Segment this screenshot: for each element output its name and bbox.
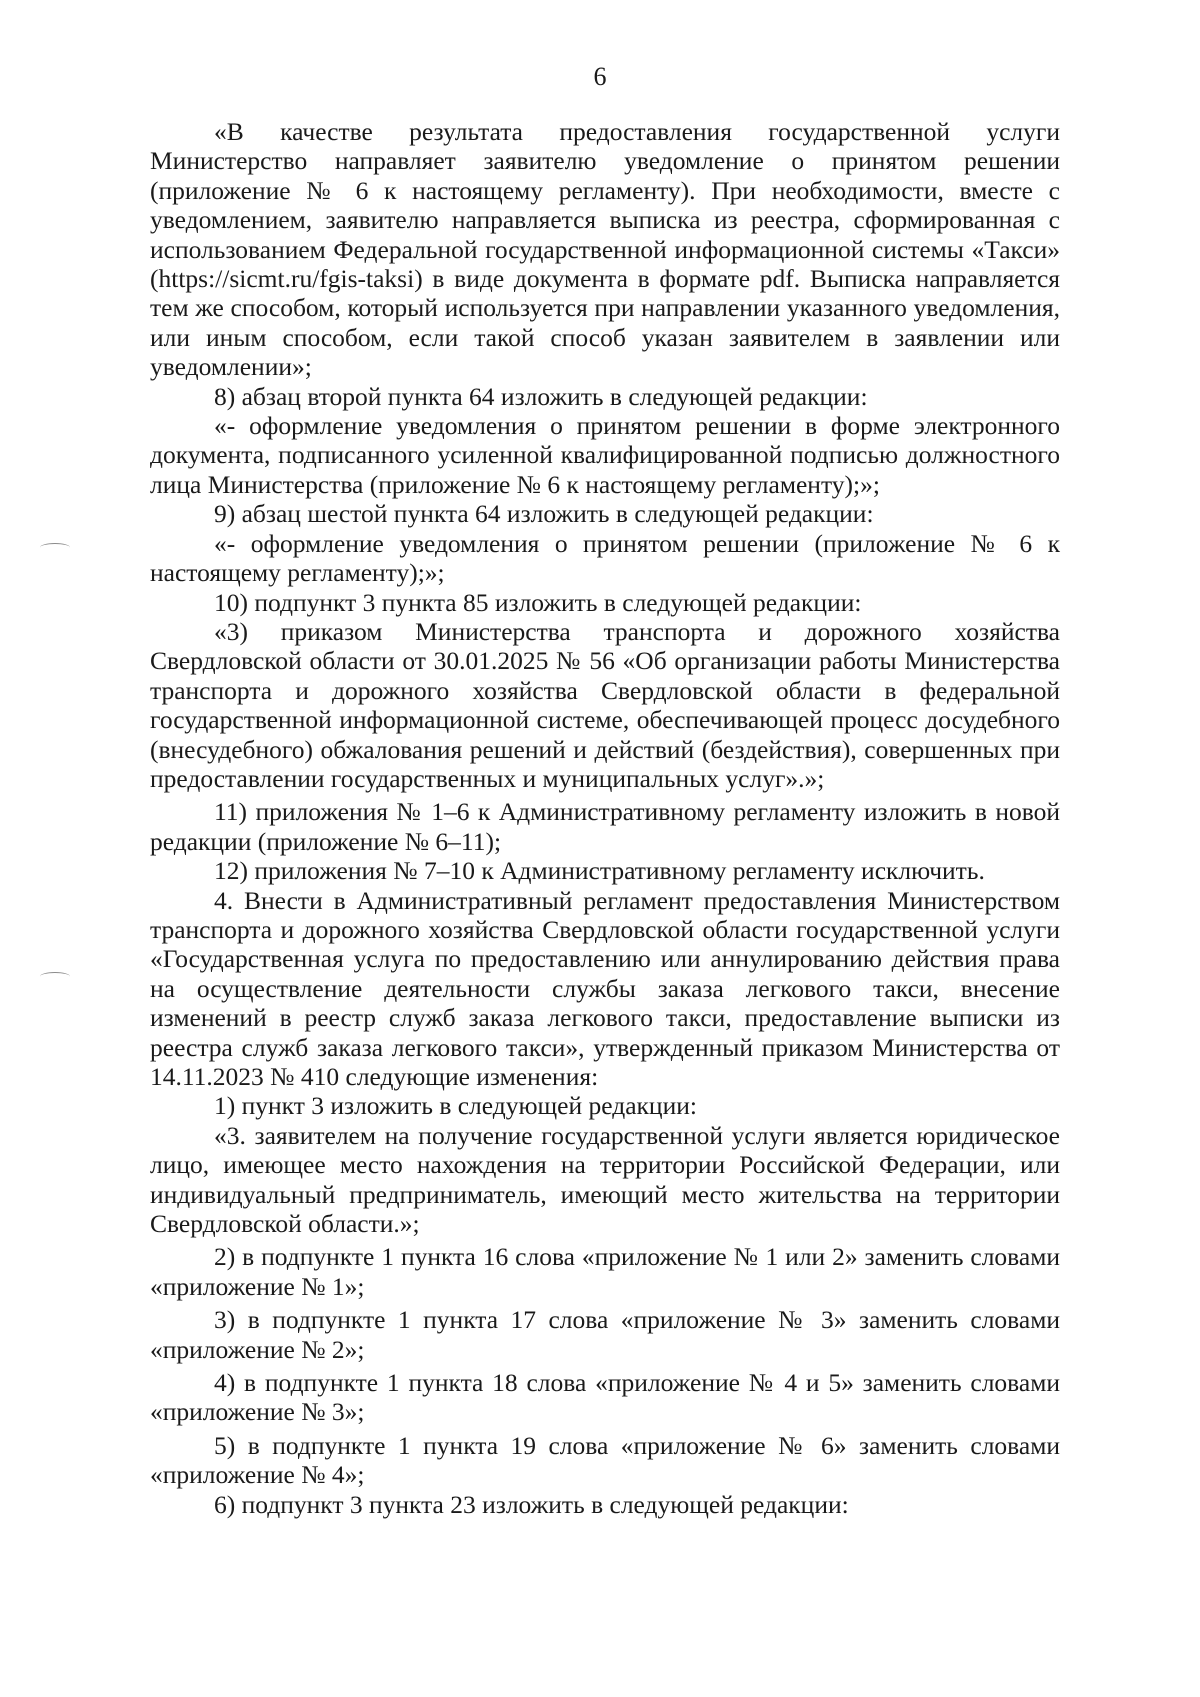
paragraph-item-12: 12) приложения № 7–10 к Административному регламенту исключить.: [214, 856, 985, 886]
paragraph-section-4: 4. Внести в Административный регламент предоставления Министерством транспорта и дорожного хозяйства Свердловской области государственной услуги «Государственная услуга по предоставлению или аннулированию действия права на осуществление деятельности службы заказа легкового такси, внесение изменений в реестр служб заказа легкового такси, предоставление выписки из реестра служб заказа легкового такси», утвержденный приказом Министерства от 14.11.2023 № 410 следующие изменения:: [150, 885, 1060, 1091]
paragraph-sub-2: 2) в подпункте 1 пункта 16 слова «приложение № 1 или 2» заменить словами «приложение № 1»;: [150, 1242, 1060, 1301]
paragraph-item-8-text: «- оформление уведомления о принятом решении в форме электронного документа, подписанного усиленной квалифицированной подписью должностного лица Министерства (приложение № 6 к настоящему регламенту);»;: [150, 411, 1060, 499]
paragraph-item-10-text: «3) приказом Министерства транспорта и дорожного хозяйства Свердловской области от 30.01.2025 № 56 «Об организации работы Министерства транспорта и дорожного хозяйства Свердловской области в федеральной государственной информационной системе, обеспечивающей процесс досудебного (внесудебного) обжалования решений и действий (бездействия), совершенных при предоставлении государственных и муниципальных услуг».»;: [150, 616, 1060, 793]
paragraph-sub-3: 3) в подпункте 1 пункта 17 слова «приложение № 3» заменить словами «приложение № 2»;: [150, 1305, 1060, 1364]
paragraph-sub-6: 6) подпункт 3 пункта 23 изложить в следующей редакции:: [214, 1489, 849, 1519]
page-number: 6: [593, 62, 607, 91]
paragraph-item-11: 11) приложения № 1–6 к Административному регламенту изложить в новой редакции (приложение № 6–11);: [150, 797, 1060, 856]
document-body: [150, 117, 1060, 1519]
paragraph-sub-1: 1) пункт 3 изложить в следующей редакции:: [214, 1091, 697, 1121]
paragraph-sub-5: 5) в подпункте 1 пункта 19 слова «приложение № 6» заменить словами «приложение № 4»;: [150, 1430, 1060, 1490]
paragraph-sub-1-text: «3. заявителем на получение государственной услуги является юридическое лицо, имеющее место нахождения на территории Российской Федерации, или индивидуальный предприниматель, имеющий место жительства на территории Свердловской области.»;: [150, 1120, 1060, 1239]
paragraph-item-9-text: «- оформление уведомления о принятом решении (приложение № 6 к настоящему регламенту);»;: [150, 528, 1060, 588]
paragraph-item-8: 8) абзац второй пункта 64 изложить в следующей редакции:: [214, 381, 868, 411]
paragraph-sub-4: 4) в подпункте 1 пункта 18 слова «приложение № 4 и 5» заменить словами «приложение № 3»;: [150, 1368, 1060, 1427]
scan-artifact: [40, 543, 70, 552]
paragraph-item-10: 10) подпункт 3 пункта 85 изложить в следующей редакции:: [214, 587, 862, 617]
paragraph-result-of-service: «В качестве результата предоставления государственной услуги Министерство направляет заявителю уведомление о принятом решении (приложение № 6 к настоящему регламенту). При необходимости, вместе с уведомлением, заявителю направляется выписка из реестра, сформированная с использованием Федеральной государственной информационной системы «Такси» (https://sicmt.ru/fgis-taksi) в виде документа в формате pdf. Выписка направляется тем же способом, который используется при направлении указанного уведомления, или иным способом, если такой способ указан заявителем в заявлении или уведомлении»;: [150, 117, 1060, 382]
paragraph-item-9: 9) абзац шестой пункта 64 изложить в следующей редакции:: [214, 499, 874, 529]
scan-artifact: [40, 972, 70, 981]
